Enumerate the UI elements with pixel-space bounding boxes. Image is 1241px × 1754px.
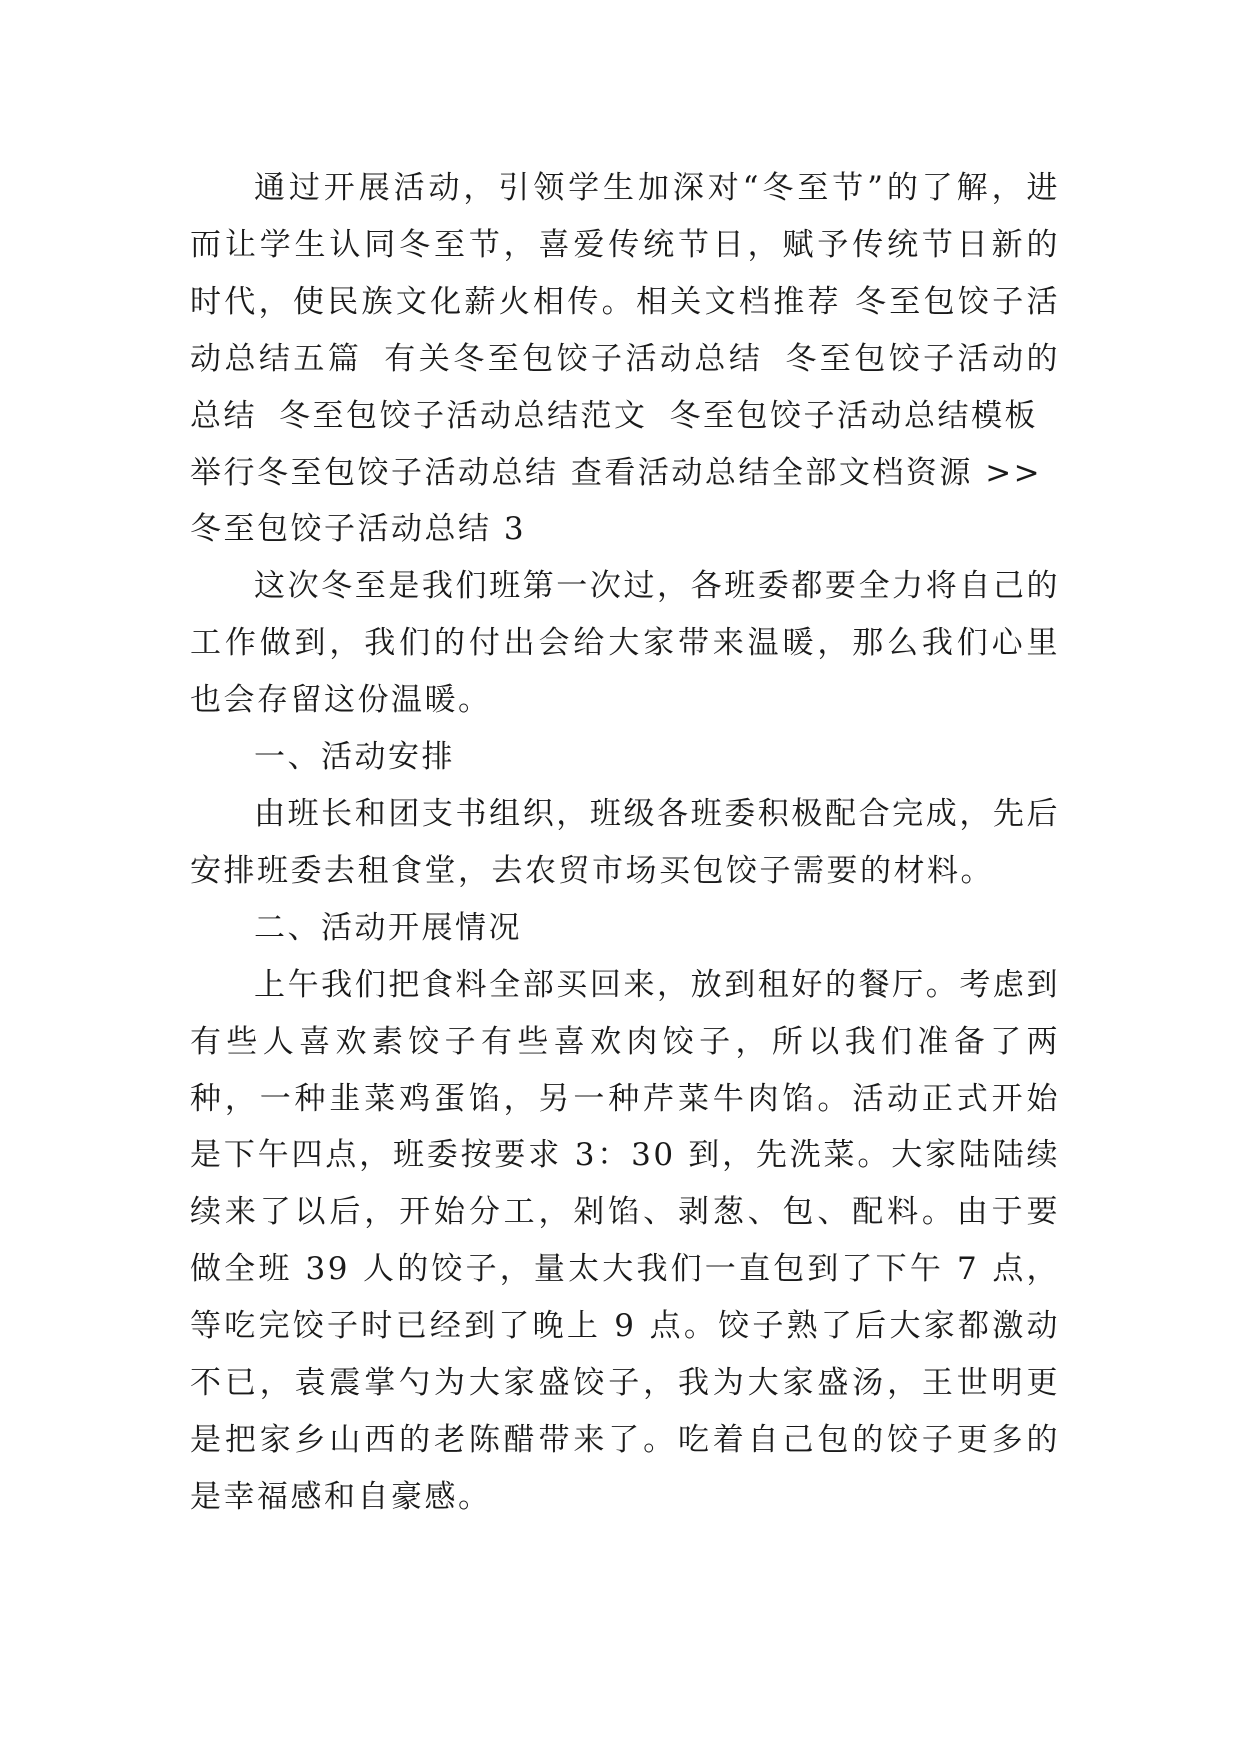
related-doc-link[interactable]: 有关冬至包饺子活动总结 <box>384 340 764 377</box>
related-docs-label: 相关文档推荐 <box>635 283 842 320</box>
paragraph-intro-class: 这次冬至是我们班第一次过，各班委都要全力将自己的工作做到，我们的付出会给大家带来温暖，那么我们心里也会存留这份温暖。 <box>190 568 1060 719</box>
related-doc-link[interactable]: 冬至包饺子活动总结范文 <box>279 397 648 434</box>
subheading-progress: 二、活动开展情况 <box>254 909 522 946</box>
view-all-docs-link[interactable]: 查看活动总结全部文档资源 >> <box>570 454 1043 491</box>
section-title: 冬至包饺子活动总结 3 <box>190 511 527 548</box>
paragraph-progress: 上午我们把食料全部买回来，放到租好的餐厅。考虑到有些人喜欢素饺子有些喜欢肉饺子，所以我们准备了两种，一种韭菜鸡蛋馅，另一种芹菜牛肉馅。活动正式开始是下午四点，班委按要求 3：30 到，先洗菜。大家陆陆续续来了以后，开始分工，剁馅、剥葱、包、配料。由于要做全班 39 人的饺子，量太大我们一直包到了下午 7 点，等吃完饺子时已经到了晚上 9 点。饺子熟了后大家都激动不已，袁震掌勺为大家盛饺子，我为大家盛汤，王世明更是把家乡山西的老陈醋带来了。吃着自己包的饺子更多的是幸福感和自豪感。 <box>190 966 1060 1515</box>
document-body <box>190 160 1060 1526</box>
subheading-arrangement: 一、活动安排 <box>254 739 455 776</box>
related-doc-link[interactable]: 冬至包饺子活动总结模板 <box>669 397 1038 434</box>
related-doc-link[interactable]: 冬至包饺子活动的总结 <box>190 340 1061 434</box>
intro-text: 通过开展活动，引领学生加深对“冬至节”的了解，进而让学生认同冬至节，喜爱传统节日，赋予传统节日新的时代，使民族文化薪火相传。 <box>190 170 1060 320</box>
intro-paragraph <box>190 160 1060 501</box>
related-doc-link[interactable]: 举行冬至包饺子活动总结 <box>190 454 559 491</box>
paragraph-arrangement: 由班长和团支书组织，班级各班委积极配合完成，先后安排班委去租食堂，去农贸市场买包饺子需要的材料。 <box>190 795 1060 889</box>
related-doc-link[interactable]: 冬至包饺子活动总结五篇 <box>190 283 1061 377</box>
